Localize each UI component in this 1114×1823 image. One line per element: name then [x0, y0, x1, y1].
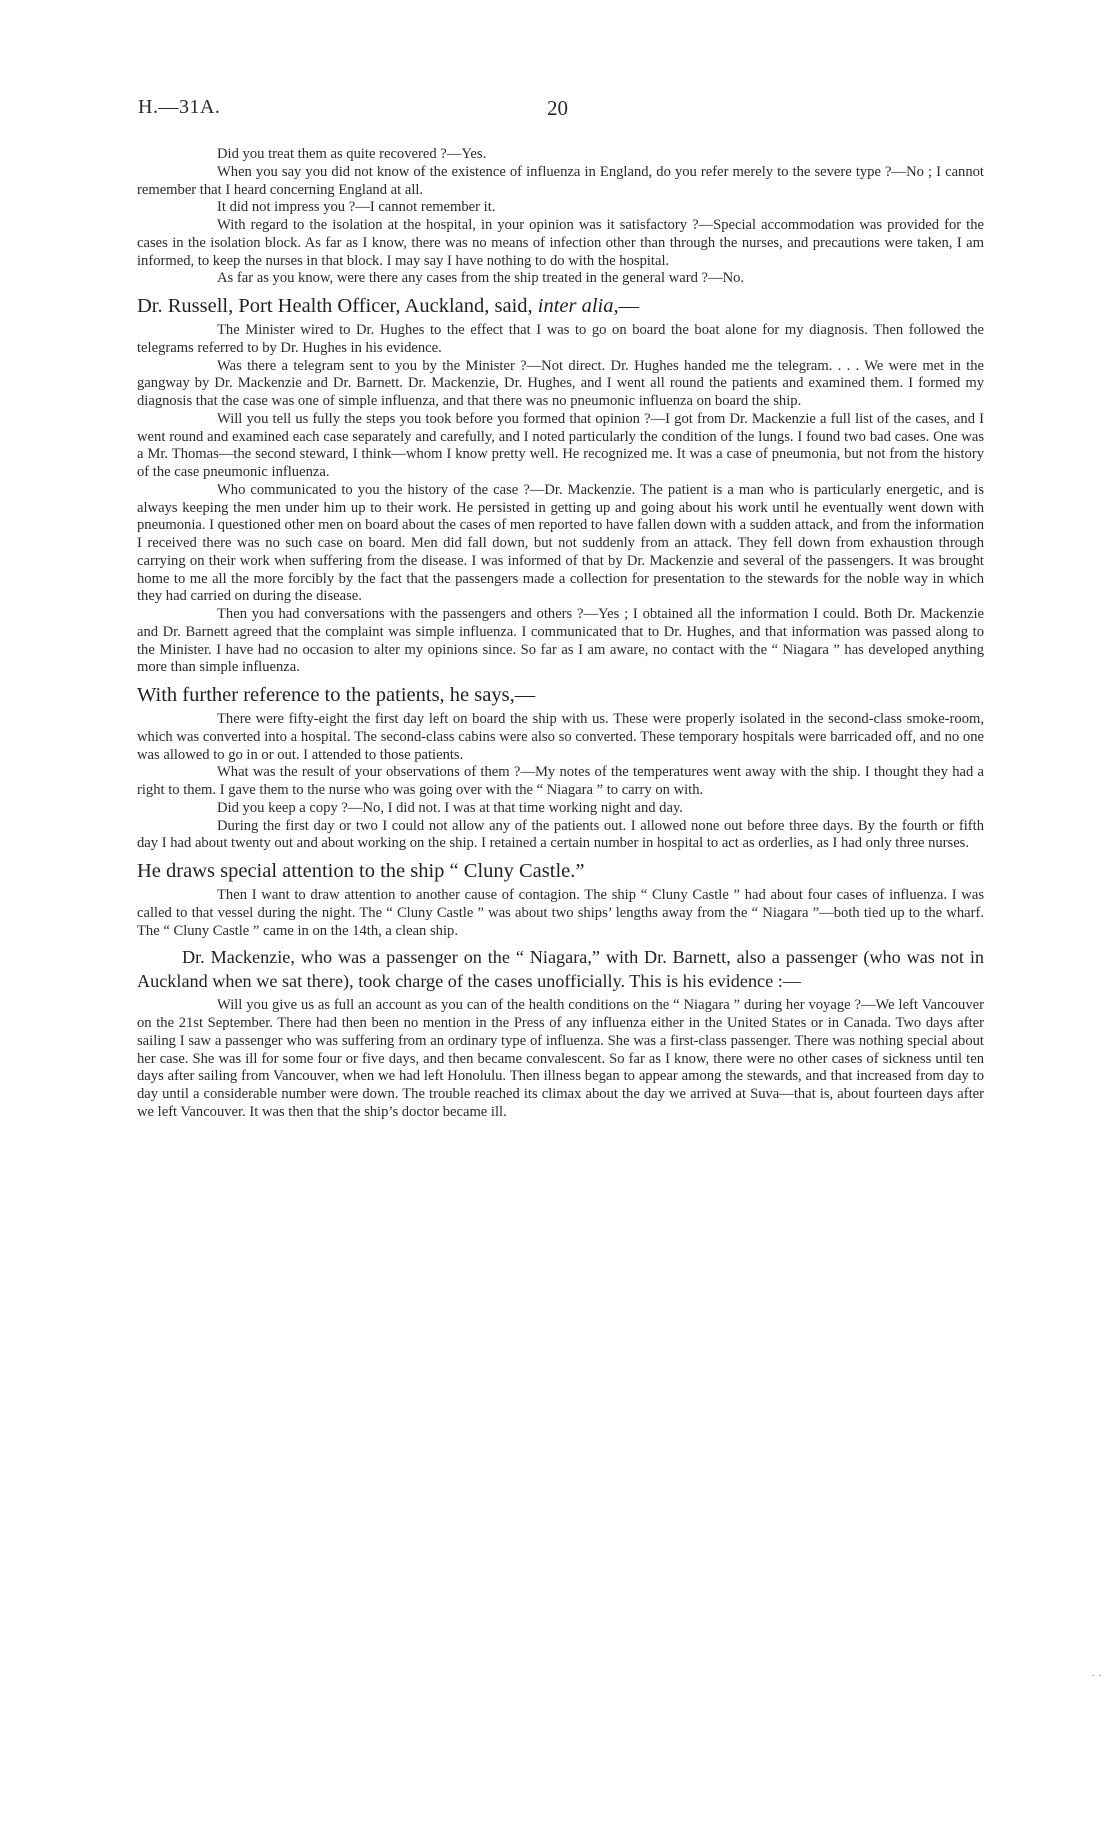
section-heading-cluny-castle: He draws special attention to the ship “ Cluny Castle.” — [137, 860, 585, 882]
paragraph: Will you tell us fully the steps you took before you formed that opinion ?—I got from Dr. Mackenzie a full list of the cases, and I went round and examined each case separately and carefully, and I noted particularly the condition of the lungs. I found two bad cases. One was a Mr. Thomas—the second steward, I think—whom I know pretty well. He recognized me. It was a case of pneumonia, but not from the history of the case pneumonic influenza. — [137, 410, 984, 480]
paragraph: There were fifty-eight the first day left on board the ship with us. These were properly isolated in the second-class smoke-room, which was converted into a hospital. The second-class cabins were also so converted. These temporary hospitals were barricaded off, and no one was allowed to go in or out. I attended to those patients. — [137, 711, 984, 763]
paragraph: It did not impress you ?—I cannot remember it. — [217, 199, 496, 216]
paragraph: Will you give us as full an account as you can of the health conditions on the “ Niagara ” during her voyage ?—We left Vancouver on the 21st September. There had then been no mention in the Press of any influenza either in the United States or in Canada. Two days after sailing I saw a passenger who was suffering from an ordinary type of influenza. She was a first-class passenger. There was nothing special about her case. She was ill for some four or five days, and then became convalescent. So far as I know, there were no other cases of sickness until ten days after sailing from Vancouver, when we had left Honolulu. Then illness began to appear among the stewards, and that increased from day to day until a considerable number were down. The trouble reached its climax about the day we arrived at Suva—that is, about fourteen days after we left Vancouver. It was then that the ship’s doctor became ill. — [137, 997, 984, 1120]
heading-text: Dr. Russell, Port Health Officer, Auckland, said, — [137, 295, 538, 317]
margin-marks: · · — [1091, 1668, 1102, 1682]
paragraph: During the first day or two I could not allow any of the patients out. I allowed none out before three days. By the fourth or fifth day I had about twenty out and about working on the ship. I retained a certain number in hospital to act as orderlies, as I had only three nurses. — [137, 817, 984, 852]
page-header — [0, 96, 1114, 124]
section-heading-russell — [137, 295, 984, 318]
paragraph: With regard to the isolation at the hospital, in your opinion was it satisfactory ?—Special accommodation was provided for the cases in the isolation block. As far as I know, there was no means of infection other than through the nurses, and precautions were taken, I am informed, to keep the nurses in that block. I may say I have nothing to do with the hospital. — [137, 217, 984, 269]
page-number: 20 — [547, 96, 568, 120]
paragraph: Then I want to draw attention to another cause of contagion. The ship “ Cluny Castle ” had about four cases of influenza. I was called to that vessel during the night. The “ Cluny Castle ” was about two ships’ lengths away from the “ Niagara ”—both tied up to the wharf. The “ Cluny Castle ” came in on the 14th, a clean ship. — [137, 887, 984, 939]
paragraph: Did you keep a copy ?—No, I did not. I was at that time working night and day. — [217, 799, 683, 816]
paragraph: Then you had conversations with the passengers and others ?—Yes ; I obtained all the information I could. Both Dr. Mackenzie and Dr. Barnett agreed that the complaint was simple influenza. I communicated that to Dr. Hughes, and that information was passed along to the Minister. I have had no occasion to alter my opinions since. So far as I am aware, no contact with the “ Niagara ” has developed anything more than simple influenza. — [137, 606, 984, 676]
paragraph: Was there a telegram sent to you by the Minister ?—Not direct. Dr. Hughes handed me the telegram. . . . We were met in the gangway by Dr. Mackenzie and Dr. Barnett. Dr. Mackenzie, Dr. Hughes, and I went all round the patients and examined them. I formed my diagnosis that the case was one of simple influenza, and that there was no pneumonic influenza on board the ship. — [137, 357, 984, 409]
document-body — [137, 146, 984, 1122]
paragraph: What was the result of your observations of them ?—My notes of the temperatures went away with the ship. I thought they had a right to them. I gave them to the nurse who was going over with the “ Niagara ” to carry on with. — [137, 764, 984, 798]
paragraph: When you say you did not know of the existence of influenza in England, do you refer merely to the severe type ?—No ; I cannot remember that I heard concerning England at all. — [137, 163, 984, 198]
document-reference: H.—31A. — [138, 96, 221, 118]
paragraph: Did you treat them as quite recovered ?—Yes. — [217, 146, 487, 162]
heading-italic-text: inter alia, — [537, 295, 619, 317]
heading-dash: — — [618, 295, 640, 317]
section-heading-patients: With further reference to the patients, he says,— — [137, 684, 536, 706]
paragraph: As far as you know, were there any cases from the ship treated in the general ward ?—No. — [217, 270, 745, 287]
paragraph: The Minister wired to Dr. Hughes to the effect that I was to go on board the boat alone for my diagnosis. Then followed the telegrams referred to by Dr. Hughes in his evidence. — [137, 322, 984, 356]
section-heading-mackenzie: Dr. Mackenzie, who was a passenger on the “ Niagara,” with Dr. Barnett, also a passenger (who was not in Auckland when we sat there), took charge of the cases unofficially. This is his evidence :— — [137, 947, 984, 991]
paragraph: Who communicated to you the history of the case ?—Dr. Mackenzie. The patient is a man who is particularly energetic, and is always keeping the men under him up to their work. He persisted in getting up and going about his work until he eventually went down with pneumonia. I questioned other men on board about the cases of men reported to have fallen down with a sudden attack, and from the information I received there was no such case on board. Men did fall down, but not suddenly from an attack. They fell down from exhaustion through carrying on their work when suffering from the disease. I was informed of that by Dr. Mackenzie and several of the passengers. It was brought home to me all the more forcibly by the fact that the passengers made a collection for presentation to the stewards for the noble way in which they had carried on during the disease. — [137, 481, 984, 605]
